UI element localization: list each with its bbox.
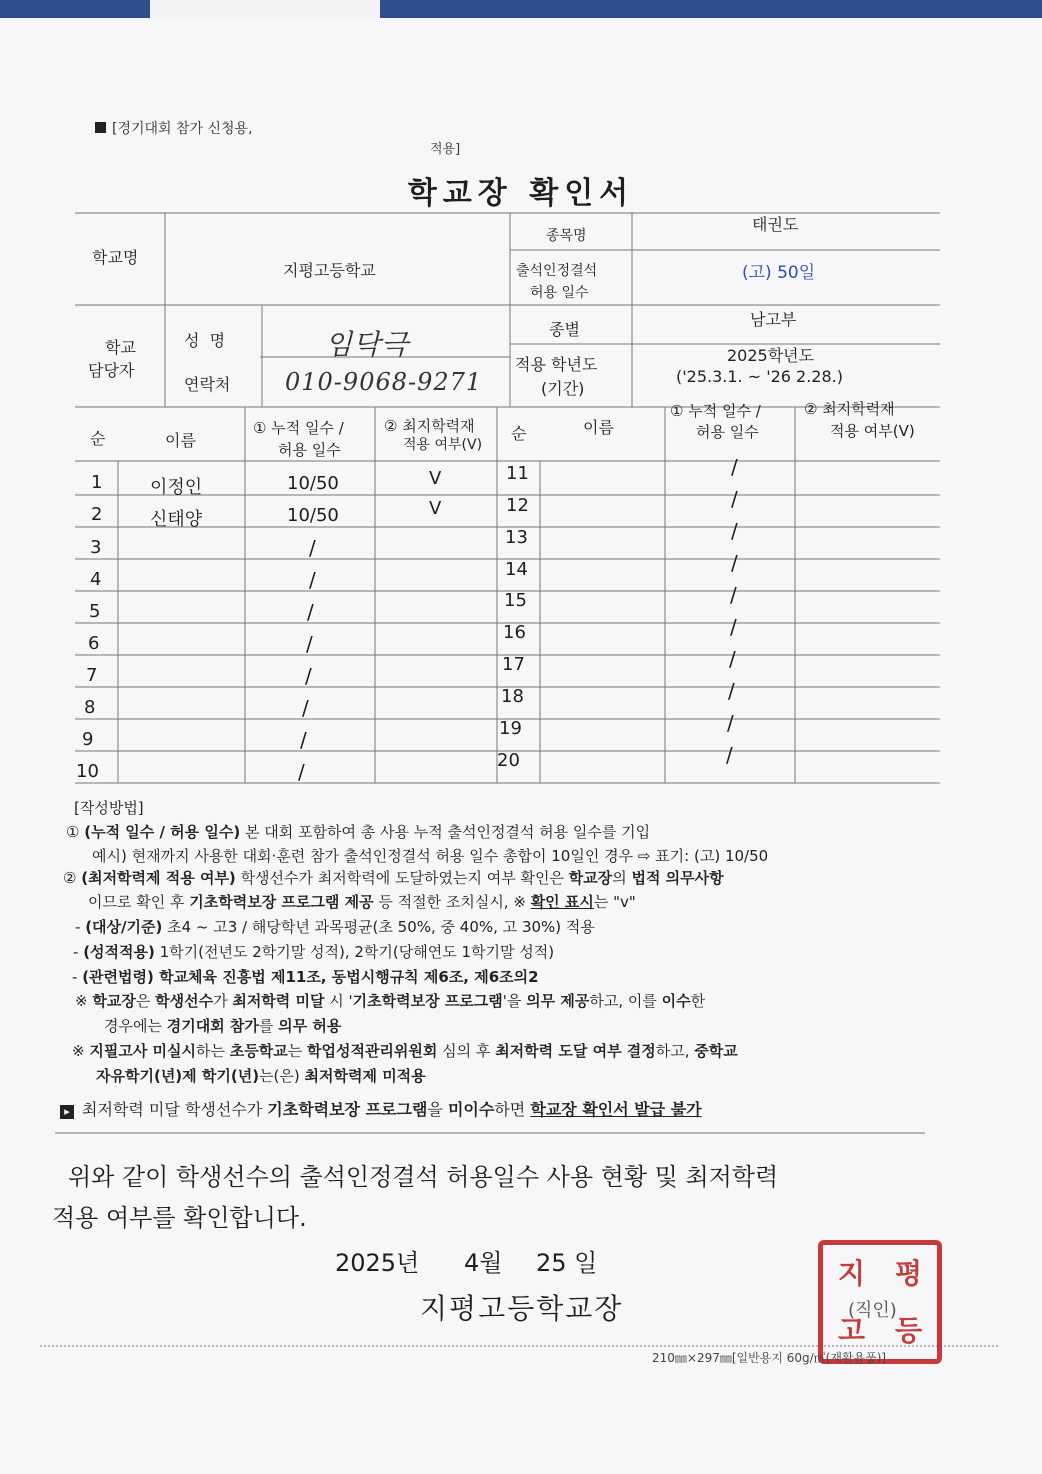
row-days: /: [305, 664, 312, 688]
col-allow-right: 허용 일수: [696, 423, 759, 441]
row-days: /: [300, 728, 307, 752]
row-number: 12: [506, 495, 529, 516]
date-day: 25 일: [536, 1249, 598, 1277]
instruction-line-7: - (관련법령) 학교체육 진흥법 제11조, 동법시행규칙 제6조, 제6조의2: [72, 968, 539, 986]
manager-label-1: 학교: [105, 338, 136, 357]
instruction-line-8: ※ 학교장은 학생선수가 최저학력 미달 시 '기초학력보장 프로그램'을 의무 제공하고, 이를 이수한: [75, 992, 706, 1010]
col-no-right: 순: [511, 424, 527, 443]
instruction-warning: ▸ 최저학력 미달 학생선수가 기초학력보장 프로그램을 미이수하면 학교장 확인서 발급 불가: [60, 1098, 702, 1122]
col-name-left: 이름: [165, 431, 196, 450]
row-number: 7: [86, 665, 98, 686]
header-note-end: 적용]: [430, 142, 461, 157]
row-number: 14: [505, 559, 528, 580]
confirmation-line-2: 적용 여부를 확인합니다.: [52, 1204, 307, 1232]
row-days: /: [309, 568, 316, 592]
row-number: 1: [91, 472, 103, 493]
instruction-line-2: 예시) 현재까지 사용한 대회·훈련 참가 출석인정결석 허용 일수 총합이 10일인 경우 ⇨ 표기: (고) 10/50: [92, 847, 769, 865]
row-number: 9: [82, 729, 94, 750]
instruction-line-6: - (성적적용) 1학기(전년도 2학기말 성적), 2학기(당해연도 1학기말 성적): [73, 943, 555, 961]
col-apply-right: 적용 여부(V): [830, 422, 915, 440]
official-seal-icon: 지 평 고 등: [818, 1240, 942, 1364]
col-no-left: 순: [90, 429, 106, 448]
col-days-right-1: ① 누적 일수 /: [670, 402, 761, 420]
row-number: 4: [90, 569, 102, 590]
instruction-line-5: - (대상/기준) 초4 ~ 고3 / 해당학년 과목평균(초 50%, 중 40%, 고 30%) 적용: [75, 918, 595, 936]
row-check: V: [429, 468, 442, 489]
event-value: 태권도: [752, 215, 799, 234]
row-days: /: [298, 760, 305, 784]
square-bullet-icon: [95, 122, 106, 133]
confirmation-line-1: 위와 같이 학생선수의 출석인정결석 허용일수 사용 현황 및 최저학력: [68, 1163, 779, 1191]
row-check: V: [429, 498, 442, 519]
instruction-line-11: 자유학기(년)제 학기(년)는(은) 최저학력제 미적용: [96, 1067, 426, 1085]
year-value: 2025학년도: [727, 346, 815, 365]
year-label-1: 적용 학년도: [515, 355, 598, 374]
arrow-box-icon: ▸: [60, 1105, 74, 1119]
allowed-days-label-1: 출석인정결석: [516, 263, 598, 279]
row-number: 17: [502, 654, 525, 675]
row-days: /: [730, 615, 737, 639]
row-days: 10/50: [287, 505, 339, 526]
name-value: 임닥극: [325, 328, 410, 361]
instruction-line-9: 경우에는 경기대회 참가를 의무 허용: [104, 1017, 342, 1035]
col-min-left-2: 적용 여부(V): [403, 437, 483, 453]
row-number: 20: [497, 750, 520, 771]
row-days: /: [730, 583, 737, 607]
instruction-line-4: 이므로 확인 후 기초학력보장 프로그램 제공 등 적절한 조치실시, ※ 확인 표시는 "v": [88, 893, 636, 911]
document-title: 학교장 확인서: [407, 176, 635, 211]
row-number: 5: [89, 601, 101, 622]
col-min-left-1: ② 최지학력재: [384, 417, 475, 435]
contact-label: 연락처: [184, 375, 231, 394]
header-note: [경기대회 참가 신청용,: [95, 118, 253, 138]
row-days: /: [728, 679, 735, 703]
instruction-line-10: ※ 지필고사 미실시하는 초등학교는 학업성적관리위원회 심의 후 최저학력 도달 여부 결정하고, 중학교: [72, 1042, 738, 1060]
col-days-left-2: 허용 일수: [278, 441, 341, 459]
instruction-line-3: ② (최저학력제 적용 여부) 학생선수가 최저학력에 도달하였는지 여부 확인은 학교장의 법적 의무사항: [63, 869, 724, 887]
instructions-heading: [작성방법]: [74, 799, 144, 817]
row-number: 19: [499, 718, 522, 739]
row-days: /: [731, 487, 738, 511]
seal-mark: (직인): [848, 1300, 897, 1321]
year-label-2: (기간): [541, 379, 585, 398]
row-number: 3: [90, 537, 102, 558]
row-days: /: [731, 551, 738, 575]
contact-value: 010-9068-9271: [285, 368, 483, 396]
event-label: 종목명: [546, 228, 587, 244]
division-value: 남고부: [750, 310, 797, 329]
row-number: 8: [84, 697, 96, 718]
row-number: 11: [506, 463, 529, 484]
instruction-line-1: ① (누적 일수 / 허용 일수) 본 대회 포함하여 총 사용 누적 출석인정결석 허용 일수를 기입: [66, 823, 651, 841]
paper-size-note: 210㎜×297㎜[일반용지 60g/㎡(재활용품)]: [652, 1351, 887, 1365]
row-number: 6: [88, 633, 100, 654]
manager-label-2: 담당자: [88, 361, 135, 380]
row-number: 18: [501, 686, 524, 707]
row-number: 15: [504, 590, 527, 611]
row-number: 2: [91, 504, 103, 525]
school-value: 지평고등학교: [283, 261, 376, 280]
row-number: 16: [503, 622, 526, 643]
row-days: /: [727, 711, 734, 735]
row-days: /: [731, 519, 738, 543]
allowed-days-label-2: 허용 일수: [530, 285, 589, 301]
period-value: ('25.3.1. ~ '26 2.28.): [676, 367, 843, 386]
allowed-days-value: (고) 50일: [742, 263, 816, 283]
school-label: 학교명: [92, 248, 139, 267]
row-days: 10/50: [287, 473, 339, 494]
row-days: /: [731, 455, 738, 479]
row-number: 13: [505, 527, 528, 548]
row-days: /: [307, 600, 314, 624]
row-days: /: [306, 632, 313, 656]
row-name: 이정인: [150, 477, 203, 498]
row-days: /: [729, 647, 736, 671]
col-name-right: 이름: [583, 418, 614, 437]
col-days-left-1: ① 누적 일수 /: [253, 419, 344, 437]
row-number: 10: [76, 761, 99, 782]
name-label: 성 명: [184, 331, 226, 350]
row-days: /: [302, 696, 309, 720]
row-days: /: [726, 743, 733, 767]
row-name: 신태양: [150, 509, 203, 530]
division-label: 종별: [549, 320, 580, 339]
date-month: 4월: [464, 1249, 503, 1277]
principal-name: 지평고등학교장: [420, 1292, 624, 1325]
col-min-right-1: ② 최지학력재: [804, 400, 895, 418]
row-days: /: [309, 536, 316, 560]
date-year: 2025년: [335, 1249, 420, 1277]
